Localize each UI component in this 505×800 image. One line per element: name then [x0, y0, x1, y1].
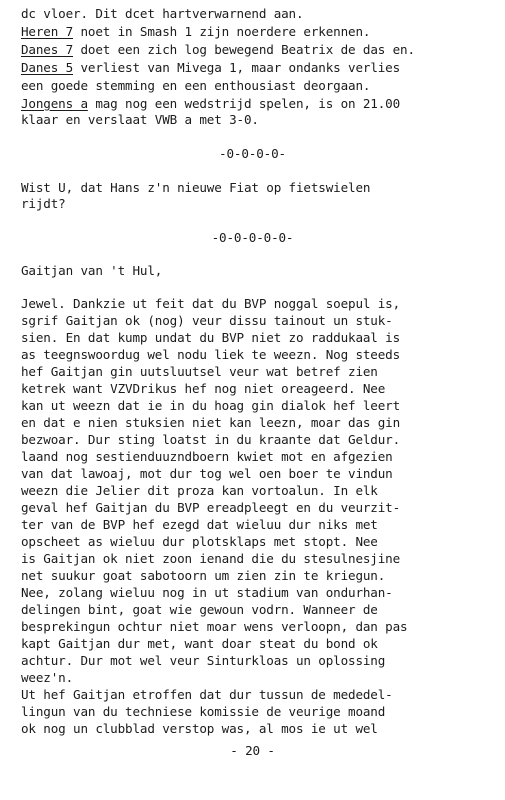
line-text: mag nog een wedstrijd spelen, is on 21.00 [87, 96, 401, 111]
body-line: Ut hef Gaitjan etroffen dat dur tussun de mededel- [21, 687, 393, 702]
body-line: achtur. Dur mot wel veur Sinturkloas un oplossing [21, 653, 386, 668]
team-name: Danes 5 [21, 60, 74, 75]
body-line: geval hef Gaitjan du BVP ereadpleegt en du veurzit- [21, 500, 401, 515]
text-line: dc vloer. Dit dcet hartverwarnend aan. [21, 6, 304, 21]
body-line: as teegnswoordug wel nodu liek te weezn. Nog steeds [21, 347, 401, 362]
body-line: laand nog sestienduuzndboern kwiet mot en afgezien [21, 449, 393, 464]
body-line: hef Gaitjan gin uutsluutsel veur wat betref zien [21, 364, 378, 379]
body-line: ter van de BVP hef ezegd dat wieluu dur niks met [21, 517, 378, 532]
body-line: ok nog un clubblad verstop was, al mos ie ut wel [21, 721, 378, 736]
body-line: is Gaitjan ok niet zoon ienand die du stesulnesjine [21, 551, 401, 566]
line-text: noet in Smash 1 zijn noerdere erkennen. [73, 24, 371, 39]
body-line: weezn die Jelier dit proza kan vortoalun. In elk [21, 483, 378, 498]
line-text: verliest van Mivega 1, maar ondanks verlies [73, 60, 401, 75]
body-line: Jewel. Dankzie ut feit dat du BVP noggal soepul is, [21, 296, 401, 311]
body-line: sien. En dat kump undat du BVP niet zo raddukaal is [21, 330, 401, 345]
line-text: doet een zich log bewegend Beatrix de das en. [73, 42, 415, 57]
text-line: klaar en verslaat VWB a met 3-0. [21, 112, 259, 127]
team-name: Jongens a [21, 96, 88, 111]
salutation: Gaitjan van 't Hul, [21, 263, 163, 278]
page-number: - 20 - [230, 743, 275, 758]
body-line: kan ut weezn dat ie in du hoag gin dialok hef leert [21, 398, 401, 413]
text-line: Wist U, dat Hans z'n nieuwe Fiat op fietswielen [21, 180, 371, 195]
text-line: rijdt? [21, 196, 66, 211]
text-line [21, 96, 400, 112]
section-separator: -0-0-0-0-0- [211, 230, 294, 245]
team-name: Danes 7 [21, 42, 74, 57]
body-line: bezwoar. Dur sting loatst in du kraante dat Geldur. [21, 432, 401, 447]
team-name: Heren 7 [21, 24, 74, 39]
text-line [21, 60, 400, 76]
body-line: net suukur goat sabotoorn um zien zin te kriegun. [21, 568, 386, 583]
body-line: sgrif Gaitjan ok (nog) veur dissu tainout un stuk- [21, 313, 393, 328]
text-line [21, 42, 415, 58]
text-line: een goede stemming en een enthousiast deorgaan. [21, 78, 371, 93]
body-line: lingun van du techniese komissie de veurige moand [21, 704, 386, 719]
body-line: besprekingun ochtur niet moar wens verloopn, dan pas [21, 619, 408, 634]
body-line: delingen bint, goat wie gewoun vodrn. Wanneer de [21, 602, 378, 617]
section-separator: -0-0-0-0- [219, 146, 286, 161]
body-line: weez'n. [21, 670, 74, 685]
body-line: en dat e nien stuksien niet kan leezn, moar das gin [21, 415, 401, 430]
body-line: kapt Gaitjan dur met, want doar steat du bond ok [21, 636, 378, 651]
text-line [21, 24, 370, 40]
body-line: Nee, zolang wieluu nog in ut stadium van ondurhan- [21, 585, 393, 600]
body-line: ketrek want VZVDrikus hef nog niet oreageerd. Nee [21, 381, 386, 396]
body-line: opscheet as wieluu dur plotsklaps met stopt. Nee [21, 534, 378, 549]
body-line: van dat lawoaj, mot dur tog wel oen boer te vindun [21, 466, 393, 481]
